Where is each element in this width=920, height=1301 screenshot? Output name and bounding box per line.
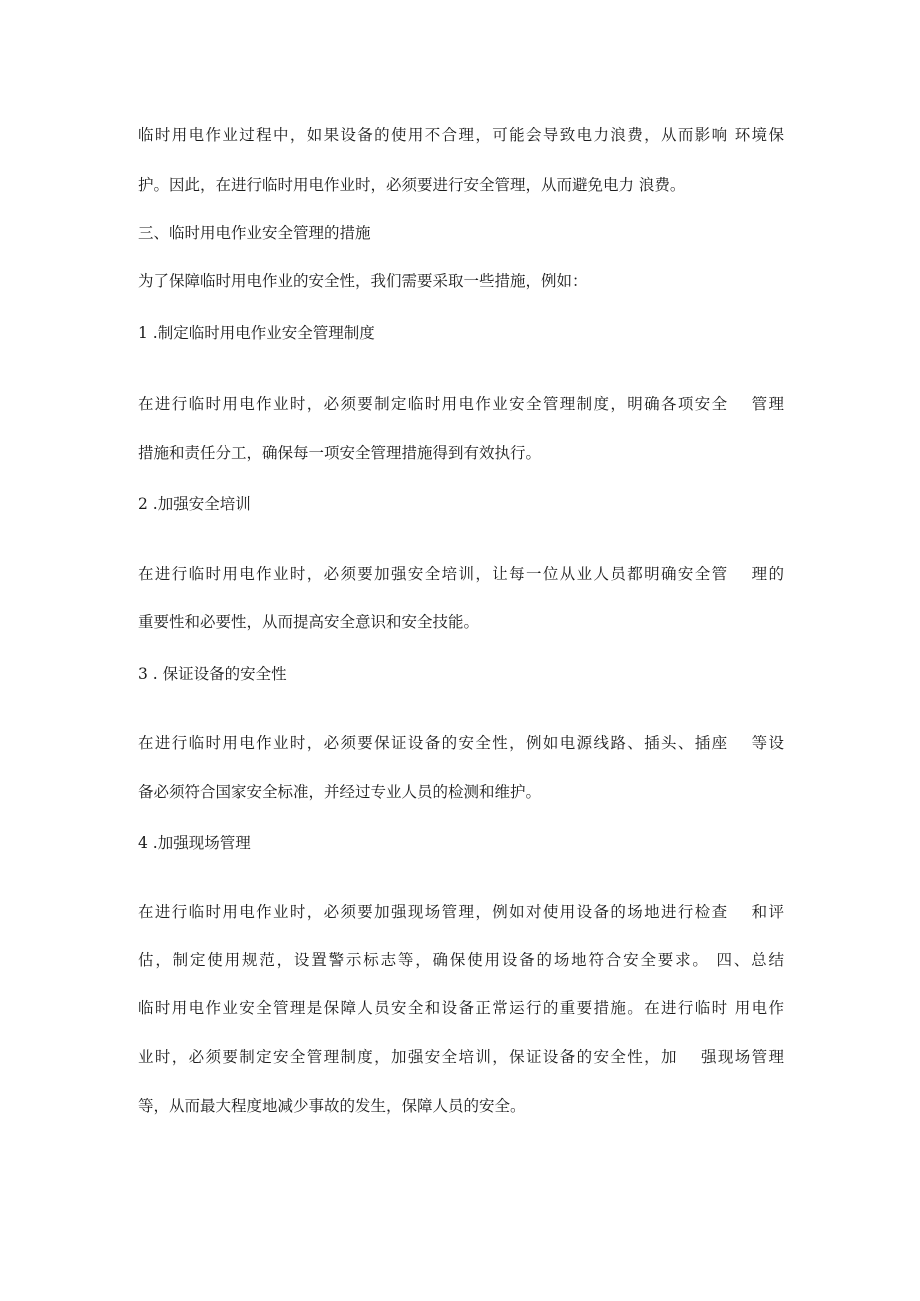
paragraph-line: 临时用电作业过程中，如果设备的使用不合理，可能会导致电力浪费，从而影响 环境保 bbox=[138, 126, 784, 144]
paragraph-line: 重要性和必要性，从而提高安全意识和安全技能。 bbox=[138, 613, 480, 631]
paragraph-line: 估，制定使用规范，设置警示标志等，确保使用设备的场地符合安全要求。 四、总结 bbox=[138, 951, 784, 969]
paragraph-line: 在进行临时用电作业时，必须要保证设备的安全性，例如电源线路、插头、插座 等设 bbox=[138, 734, 784, 752]
paragraph-line: 业时，必须要制定安全管理制度，加强安全培训，保证设备的安全性，加 强现场管理 bbox=[138, 1048, 784, 1066]
paragraph-line: 措施和责任分工，确保每一项安全管理措施得到有效执行。 bbox=[138, 444, 542, 462]
paragraph-line: 在进行临时用电作业时，必须要加强现场管理，例如对使用设备的场地进行检查 和评 bbox=[138, 903, 784, 921]
list-item-heading: 4 .加强现场管理 bbox=[138, 834, 251, 852]
paragraph-line: 为了保障临时用电作业的安全性，我们需要采取一些措施，例如： bbox=[138, 272, 588, 290]
list-item-heading: 1 .制定临时用电作业安全管理制度 bbox=[138, 324, 375, 342]
list-item-heading: 2 .加强安全培训 bbox=[138, 495, 251, 513]
paragraph-line: 等，从而最大程度地减少事故的发生，保障人员的安全。 bbox=[138, 1097, 526, 1115]
paragraph-line: 临时用电作业安全管理是保障人员安全和设备正常运行的重要措施。在进行临时 用电作 bbox=[138, 999, 784, 1017]
paragraph-line: 护。因此，在进行临时用电作业时，必须要进行安全管理，从而避免电力 浪费。 bbox=[138, 176, 686, 194]
paragraph-line: 备必须符合国家安全标准，并经过专业人员的检测和维护。 bbox=[138, 783, 542, 801]
list-item-heading: 3 . 保证设备的安全性 bbox=[138, 665, 287, 683]
paragraph-line: 在进行临时用电作业时，必须要加强安全培训，让每一位从业人员都明确安全管 理的 bbox=[138, 565, 784, 583]
paragraph-line: 在进行临时用电作业时，必须要制定临时用电作业安全管理制度，明确各项安全 管理 bbox=[138, 395, 784, 413]
section-heading: 三、临时用电作业安全管理的措施 bbox=[138, 224, 371, 242]
